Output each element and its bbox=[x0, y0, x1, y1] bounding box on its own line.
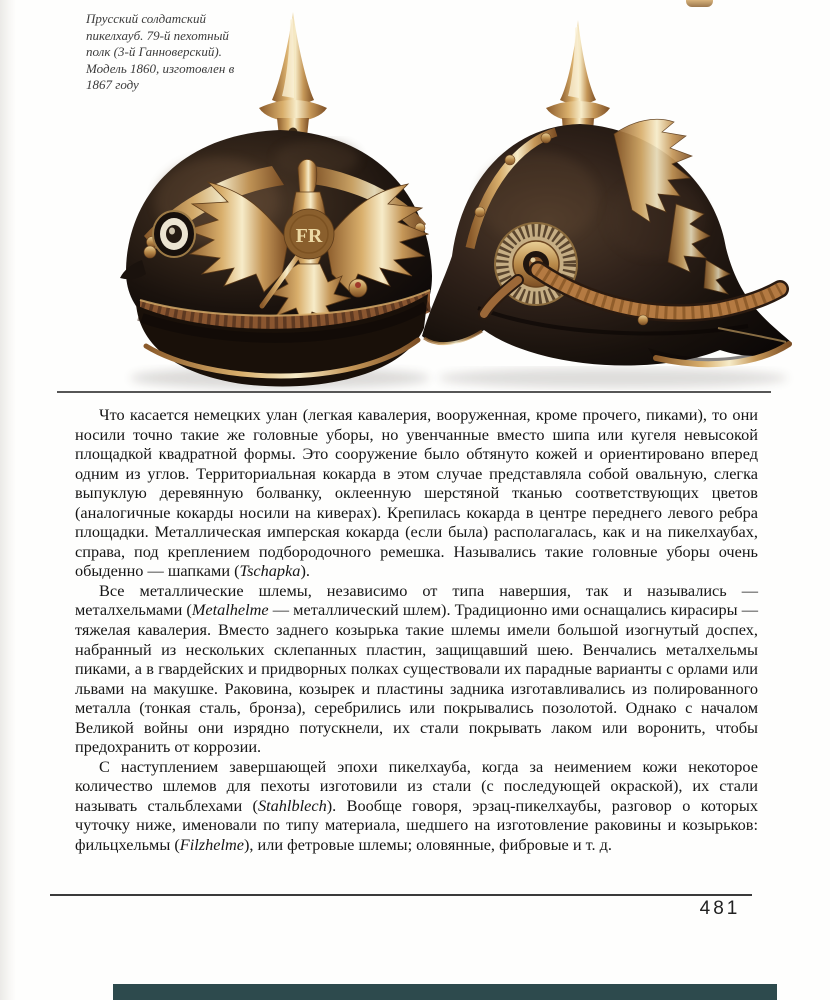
right-helmet-photo bbox=[418, 12, 818, 397]
caption-line: 1867 году bbox=[86, 77, 139, 93]
royal-monogram: FR bbox=[295, 225, 323, 247]
footer-rule bbox=[50, 894, 752, 896]
helmet-photos bbox=[0, 0, 830, 398]
caption-line: Модель 1860, изготовлен в bbox=[86, 60, 235, 76]
paragraph: С наступлением завершающей эпохи пикелхауба, когда за неимением кожи некоторое количество шлемов для пехоты изготовили из стали (с последующей окраской), их стали называть стальблехами (Stahlblech). Вообще говоря, эрзац-пикелхаубы, разговор о которых чуточку ниже, именовали по типу материала, шедшего на изготовление раковины и козырьков: фильцхельмы (Filzhelme), или фетровые шлемы; оловянные, фибровые и т. д. bbox=[75, 756, 758, 855]
caption-line: Прусский солдатский bbox=[86, 11, 206, 26]
caption-line: полк (3-й Ганноверский). bbox=[86, 44, 222, 60]
paragraph: Что касается немецких улан (легкая кавалерия, вооруженная, кроме прочего, пиками), то они носили точно такие же головные уборы, но увенчанные вместо шипа или кугеля невысокой площадкой квадратной формы. Это сооружение было обтянуто кожей и ориентировано вперед одним из углов. Территориальная кокарда в этом случае представляла собой овальную, слегка выпуклую деревянную болванку, оклеенную шерстяной тканью соответствующих цветов (аналогичные кокарды носили на киверах). Крепилась кокарда в центре переднего левого ребра площадки. Металлическая имперская кокарда (если была) располагалась, как и на пикелхаубах, справа, под креплением подбородочного ремешка. Назывались такие головные уборы очень обыденно — шапками (Tschapka). bbox=[75, 405, 758, 581]
paragraph: Все металлические шлемы, независимо от типа навершия, так и назывались — металхельмами (Metalhelme — металлический шлем). Традиционно ими оснащались кирасиры — тяжелая кавалерия. Вместо заднего козырька такие шлемы имели большой изогнутый доспех, набранный из нескольких склепанных пластин, защищавший шею. Венчались металхельмы пиками, а в гвардейских и придворных полках существовали их парадные варианты с орлами или львами на макушке. Раковина, козырек и пластины задника изготавливались из полированного металла (тонкая сталь, бронза), серебрились или покрывались позолотой. Однако с началом Великой войны они изрядно потускнели, их стали покрывать лаком или воронить, чтобы предохранить от коррозии. bbox=[75, 580, 758, 757]
body-text bbox=[75, 405, 758, 855]
figure-text-divider bbox=[57, 391, 771, 393]
bottom-scan-bar bbox=[113, 984, 777, 1000]
left-helmet-photo bbox=[112, 6, 442, 396]
page-number: 481 bbox=[699, 898, 741, 919]
caption-line: пикелхауб. 79-й пехотный bbox=[86, 27, 229, 43]
